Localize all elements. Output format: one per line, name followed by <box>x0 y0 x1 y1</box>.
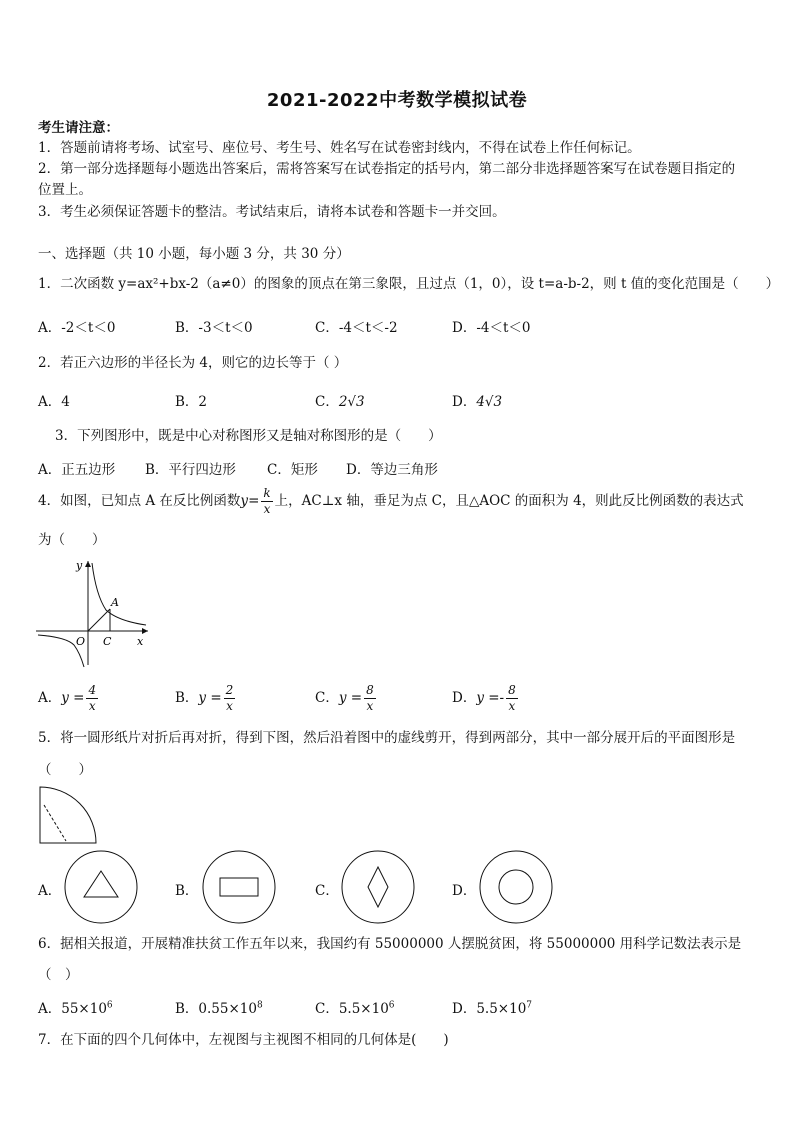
q2-option-d-value: 4√3 <box>476 394 503 410</box>
q5-option-a-figure[interactable] <box>63 849 139 925</box>
notice-heading: 考生请注意： <box>38 120 119 136</box>
q3-option-d[interactable]: D．等边三角形 <box>346 462 438 478</box>
q4-option-c-prefix: y = <box>338 690 363 706</box>
q2-option-b[interactable]: B．2 <box>175 394 208 410</box>
q4-option-a-fraction <box>86 683 98 714</box>
notice-item-1: 1．答题前请将考场、试室号、座位号、考生号、姓名写在试卷密封线内，不得在试卷上作任何标记。 <box>38 140 641 156</box>
q6-option-d[interactable] <box>452 997 532 1017</box>
q4-stem-part2: 上，AC⊥x 轴，垂足为点 C，且△AOC 的面积为 4，则此反比例函数的表达式 <box>274 493 744 509</box>
q6-option-c-label: C．5.5×10 <box>315 1001 389 1017</box>
q1-stem: 1．二次函数 y=ax²+bx-2（a≠0）的图象的顶点在第三象限，且过点（1，0），设 t=a-b-2，则 t 值的变化范围是（ ） <box>38 276 780 292</box>
q4-option-d-fraction <box>506 683 518 714</box>
notice-item-2: 2．第一部分选择题每小题选出答案后，需将答案写在试卷指定的括号内，第二部分非选择题答案写在试卷题目指定的 <box>38 161 736 177</box>
q6-option-a-exp: 6 <box>106 1000 113 1011</box>
q7-stem: 7．在下面的四个几何体中，左视图与主视图不相同的几何体是( ) <box>38 1032 449 1048</box>
q4-fn-num: k <box>263 486 271 500</box>
q4-stem-part1: 4．如图，已知点 A 在反比例函数 <box>38 493 241 509</box>
q4-option-c-fraction <box>364 683 376 714</box>
q3-option-a[interactable]: A．正五边形 <box>38 462 116 478</box>
q1-option-c[interactable]: C．-4＜t＜-2 <box>315 320 398 336</box>
q6-option-a-label: A．55×10 <box>38 1001 107 1017</box>
q4-option-b-num: 2 <box>225 683 234 697</box>
notice-item-3: 3．考生必须保证答题卡的整洁。考试结束后，请将本试卷和答题卡一并交回。 <box>38 204 506 220</box>
section-heading: 一、选择题（共 10 小题，每小题 3 分，共 30 分） <box>38 246 350 262</box>
q5-folded-paper <box>38 785 100 847</box>
q4-option-b[interactable] <box>175 683 237 714</box>
q4-option-d-label: D． <box>452 690 477 706</box>
q4-option-d-den: x <box>508 699 516 713</box>
q4-option-d-num: 8 <box>508 683 516 697</box>
q4-option-a-prefix: y = <box>61 690 85 706</box>
q6-option-b[interactable] <box>175 997 263 1017</box>
q4-option-d-prefix: y =- <box>476 690 505 706</box>
q6-option-a[interactable] <box>38 997 113 1017</box>
q2-option-d[interactable] <box>452 390 502 410</box>
q4-option-d[interactable] <box>452 683 520 714</box>
page-title: 2021-2022中考数学模拟试卷 <box>266 90 528 111</box>
q4-graph-x-label: x <box>137 635 144 648</box>
q4-graph-o-label: O <box>76 635 86 648</box>
q4-stem-cont: 为（ ） <box>38 532 106 548</box>
q2-option-c-value: 2√3 <box>338 394 365 410</box>
q4-option-a-label: A． <box>38 690 62 706</box>
q5-stem: 5．将一圆形纸片对折后再对折，得到下图，然后沿着图中的虚线剪开，得到两部分，其中一部分展开后的平面图形是 <box>38 730 736 746</box>
q2-option-d-label: D． <box>452 394 477 410</box>
q3-option-b[interactable]: B．平行四边形 <box>145 462 236 478</box>
q4-option-a-den: x <box>88 699 96 713</box>
q3-stem: 3．下列图形中，既是中心对称图形又是轴对称图形的是（ ） <box>55 428 442 444</box>
q2-option-a[interactable]: A．4 <box>38 394 70 410</box>
q3-option-c[interactable]: C．矩形 <box>267 462 318 478</box>
q4-option-b-den: x <box>226 699 233 713</box>
q6-paren: （ ） <box>38 967 79 983</box>
q5-paren: （ ） <box>38 762 92 778</box>
q5-option-c-label[interactable]: C． <box>315 883 339 899</box>
q4-graph-y-label: y <box>76 559 83 572</box>
q5-option-d-label[interactable]: D． <box>452 883 477 899</box>
q4-option-c[interactable] <box>315 683 378 714</box>
q2-stem: 2．若正六边形的半径长为 4，则它的边长等于（ ） <box>38 355 348 371</box>
q4-graph <box>36 555 156 670</box>
q5-option-a-label[interactable]: A． <box>38 883 62 899</box>
q4-option-c-label: C． <box>315 690 339 706</box>
q4-stem: 4．如图，已知点 A 在反比例函数y= $\frac{k}{x}$ 上，AC⊥x 轴，垂足为点 C，且△AOC 的面积为 4，则此反比例函数的表达式 <box>38 486 744 516</box>
q5-option-c-figure[interactable] <box>340 849 416 925</box>
q6-option-b-exp: 8 <box>256 1000 263 1011</box>
q1-option-b[interactable]: B．-3＜t＜0 <box>175 320 253 336</box>
q4-graph-c-label: C <box>103 635 112 648</box>
q2-option-c-label: C． <box>315 394 339 410</box>
q5-option-b-figure[interactable] <box>201 849 277 925</box>
q4-option-c-den: x <box>366 699 374 713</box>
q4-option-a[interactable] <box>38 683 100 714</box>
q4-option-a-num: 4 <box>88 683 97 697</box>
q4-option-b-label: B． <box>175 690 199 706</box>
q5-option-b-label[interactable]: B． <box>175 883 199 899</box>
q1-option-a[interactable]: A．-2＜t＜0 <box>38 320 116 336</box>
q4-function-fraction <box>261 486 272 517</box>
q5-option-d-figure[interactable] <box>478 849 554 925</box>
notice-item-2-cont: 位置上。 <box>38 182 92 198</box>
q4-option-b-prefix: y = <box>198 690 222 706</box>
q4-graph-a-label: A <box>111 596 119 609</box>
q2-option-c[interactable] <box>315 390 365 410</box>
q6-option-d-label: D．5.5×10 <box>452 1001 527 1017</box>
q6-option-c-exp: 6 <box>388 1000 395 1011</box>
q1-option-d[interactable]: D．-4＜t＜0 <box>452 320 531 336</box>
q6-option-d-exp: 7 <box>526 1000 533 1011</box>
q6-option-b-label: B．0.55×10 <box>175 1001 257 1017</box>
q4-fn-den: x <box>263 502 271 516</box>
q4-option-b-fraction <box>224 683 236 714</box>
q4-option-c-num: 8 <box>366 683 374 697</box>
q6-stem: 6．据相关报道，开展精准扶贫工作五年以来，我国约有 55000000 人摆脱贫困，将 55000000 用科学记数法表示是 <box>38 936 742 952</box>
q6-option-c[interactable] <box>315 997 395 1017</box>
